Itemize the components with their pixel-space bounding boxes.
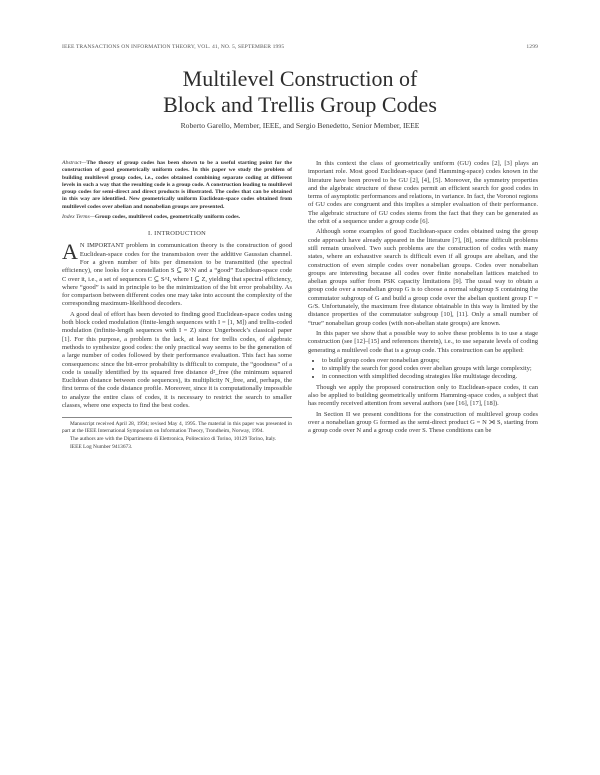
- body-paragraph-gu-codes: In this context the class of geometrically uniform (GU) codes [2], [3] plays an important role. Most good Euclidean-space (and Hamming-space) codes known in the literature have been proved to be GU [2], [4], [5]. Moreover, the symmetry properties and the algebraic structure of these codes permit an efficient search for good codes in terms of asymptotic performances and relations, in variance. In fact, the Voronoi regions of GU codes are congruent and this implies a simpler evaluation of their performance. The algebraic structure of GU codes stems from the fact that they can be generated as the orbit of a sequence under a group code [6].: [308, 160, 538, 226]
- left-column: [62, 160, 292, 452]
- author-line: Roberto Garello, Member, IEEE, and Sergio Benedetto, Senior Member, IEEE: [180, 121, 420, 130]
- index-terms-label: Index Terms—: [62, 214, 95, 221]
- body-paragraph-section-ii: In Section II we present conditions for the construction of multilevel group codes over a nonabelian group G formed as the semi-direct product G = N ⋊ S, starting from a group code over N and a group code over S. These conditions can be: [308, 410, 538, 435]
- intro-paragraph-2: A good deal of effort has been devoted to finding good Euclidean-space codes using both block coded modulation (finite-length sequences with I = [1, M]) and trellis-coded modulation (infinite-length sequences with I = Z) since Ungerboeck’s classical paper [1]. For this purpose, a problem is the lack, at least for trellis codes, of algebraic methods to synthesize good codes: the only practical way seems to be the generation of a large number of codes followed by their performance evaluation. This fact has some consequences: since the bit-error probability is difficult to compute, the “goodness” of a code is usually identified by its squared free distance d²_free (the minimum squared Euclidean distance between code sequences), its multiplicity N_free, and, perhaps, the first terms of the code distance profile. Moreover, since it is computationally impossible to analyze the entire class of codes, it is necessary to restrict the search to smaller classes, where one expects to find the best codes.: [62, 310, 292, 410]
- index-terms: [62, 214, 292, 221]
- page-number: 1299: [526, 44, 538, 50]
- list-item: • to simplify the search for good codes over abelian groups with large complexity;: [322, 365, 538, 373]
- abstract-label: Abstract—: [62, 160, 87, 166]
- list-item: • to build group codes over nonabelian groups;: [322, 357, 538, 365]
- list-item: • in connection with simplified decoding strategies like multistage decoding.: [322, 373, 538, 381]
- title-line-1: Multilevel Construction of: [182, 66, 418, 91]
- running-title: IEEE TRANSACTIONS ON INFORMATION THEORY, VOL. 41, NO. 5, SEPTEMBER 1995: [62, 44, 285, 50]
- section-heading-introduction: I. INTRODUCTION: [147, 230, 207, 238]
- intro-paragraph-1: [62, 239, 293, 308]
- title-line-2: Block and Trellis Group Codes: [163, 92, 437, 117]
- body-paragraph-problems: Although some examples of good Euclidean-space codes obtained using the group code approach have already appeared in the literature [7], [8], some difficult problems still remain unsolved. Two such problems are the construction of codes with many states, where an exhaustive search is difficult even if all groups are abelian, and the construction of even simple codes over nonabelian groups. Codes over nonabelian groups are interesting because all codes over finite nonabelian lattices matched to abelian groups suffer from PSK capacity limitations [9]. The usual way to obtain a group code over a nonabelian group G is to choose a normal subgroup S containing the commutator subgroup of G and build a group code over the abelian quotient group Γ = G/S. Unfortunately, the maximum free distance obtainable in this way is limited by the distance properties of the commutator subgroup [10], [11]. Only a small number of “true” nonabelian group codes (with non-abelian state groups) are known.: [308, 228, 538, 327]
- application-list: [308, 357, 538, 382]
- body-paragraph-construction: In this paper we show that a possible way to solve these problems is to use a stage construction (see [12]–[15] and references therein), i.e., to use separate levels of coding generating a multilevel code that is a group code. This construction can be applied:: [308, 329, 538, 354]
- index-terms-text: Group codes, multilevel codes, geometrically uniform codes.: [94, 214, 241, 221]
- footnotes: [62, 417, 292, 450]
- paper-title: [0, 66, 600, 118]
- intro-paragraph-1-text: N IMPORTANT problem in communication theory is the construction of good Euclidean-space codes for the transmission over the additive Gaussian channel. For a given number of bits per dimension to be transmitted (the spectral efficiency), one looks for a constellation S ⊆ R^N and a “good” Euclidean-space code C over it, i.e., a set of sequences C ⊆ S^I, where I ⊆ Z, yielding that spectral efficiency, where “good” is said in principle to be the minimization of the bit error probability. As for comparison between different codes one may take into account the complexity of the corresponding maximum-likelihood decoders.: [62, 242, 293, 308]
- footnote-manuscript: Manuscript received April 28, 1994; revised May 4, 1995. The material in this paper was presented in part at the IEEE International Symposium on Information Theory, Trondheim, Norway, 1994.: [62, 421, 292, 435]
- footnote-affiliation: The authors are with the Dipartimento di Elettronica, Politecnico di Torino, 10129 Torino, Italy.: [70, 435, 277, 442]
- footnote-log-number: IEEE Log Number 9413673.: [70, 443, 133, 450]
- body-paragraph-hamming: Though we apply the proposed construction only to Euclidean-space codes, it can also be applied to building geometrically uniform Hamming-space codes, a subject that has recently received attention from several authors (see [16], [17], [18]).: [308, 383, 538, 408]
- abstract: [62, 160, 292, 211]
- running-header: [62, 44, 538, 50]
- right-column: [308, 160, 538, 438]
- drop-cap: A: [62, 239, 78, 265]
- abstract-text: The theory of group codes has been shown to be a useful starting point for the construction of good geometrically uniform codes. In this paper we study the problem of building multilevel group codes, i.e., codes obtained combining separate coding at different levels in such a way that the resulting code is a group code. A construction leading to multilevel group codes for semi-direct and direct products is illustrated. The codes that can be obtained in this way are identified. New geometrically uniform Euclidean-space codes obtained from multilevel codes over abelian and nonabelian groups are presented.: [62, 160, 292, 210]
